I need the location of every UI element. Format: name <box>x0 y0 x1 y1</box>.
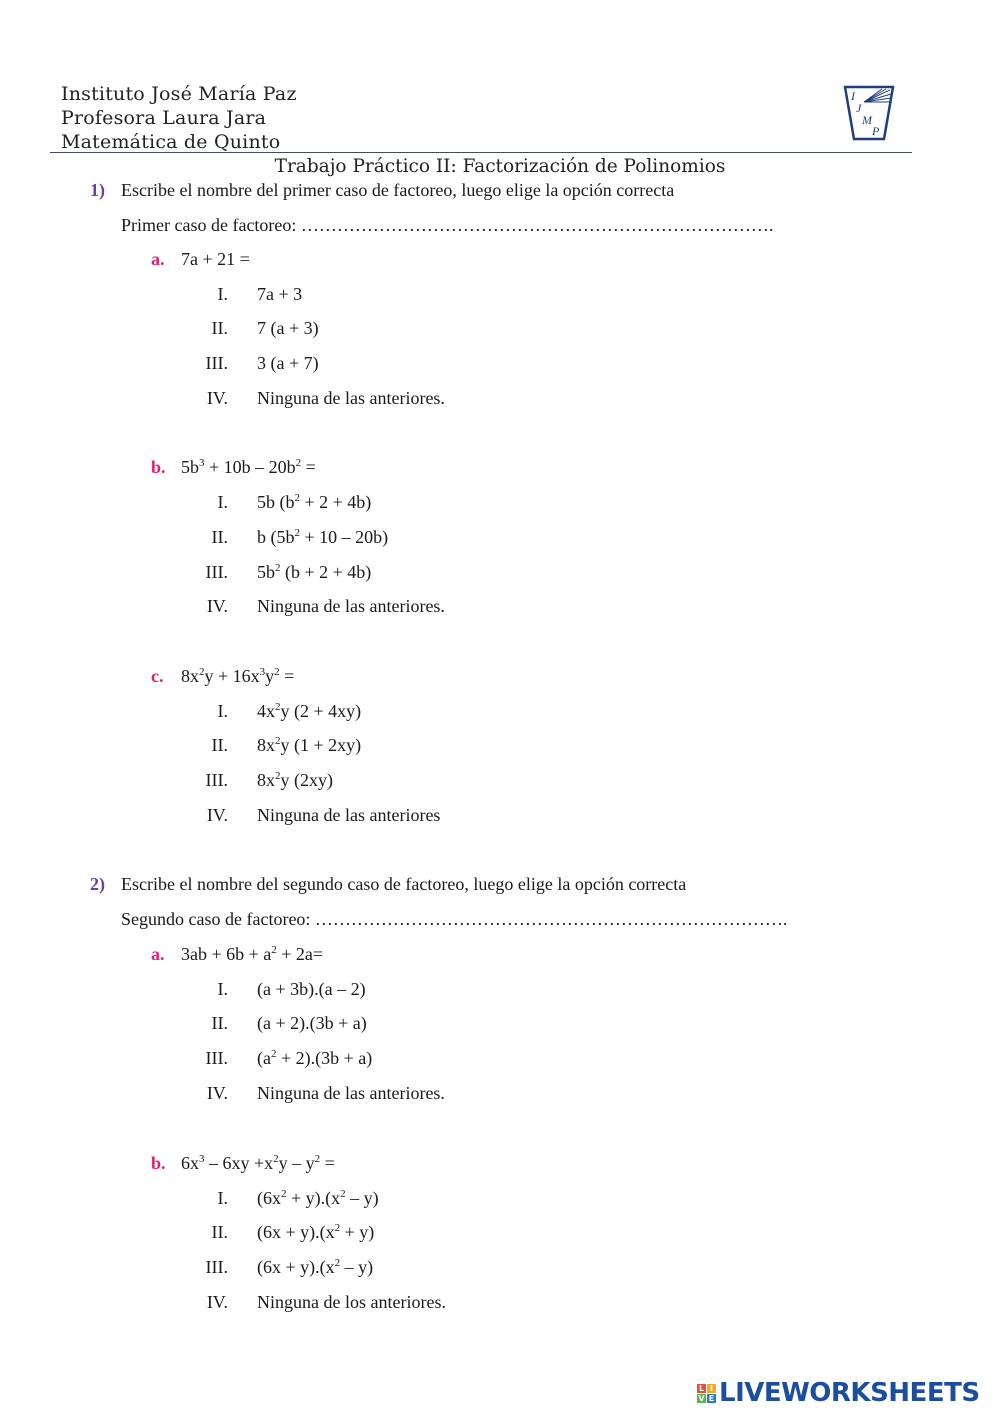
logo-letter-m: M <box>862 113 872 127</box>
option-text[interactable]: Ninguna de las anteriores. <box>257 388 445 408</box>
logo-tile: L <box>698 1383 705 1393</box>
option-numeral: IV. <box>206 388 228 408</box>
logo-letter-p: P <box>872 124 880 138</box>
option-numeral: III. <box>205 353 228 373</box>
liveworksheets-wordmark: LIVEWORKSHEETS <box>719 1378 980 1408</box>
logo-letter-j: J <box>856 101 862 115</box>
option-numeral: I. <box>217 492 228 512</box>
item-letter: c. <box>151 666 164 686</box>
option-text[interactable]: b $(5b^2 + 10 - 20b)$ <box>257 527 389 547</box>
option-numeral: II. <box>211 527 228 547</box>
option-text[interactable]: 5b $(b^2 + 2 + 4b)$ <box>257 492 372 512</box>
item-expression: 7a + 21 = <box>181 249 250 269</box>
option-text[interactable]: (a + 2).(3b + a) <box>257 1013 367 1033</box>
option-numeral: I. <box>217 1188 228 1208</box>
answer-blank-prompt[interactable]: Segundo caso de factoreo: ……………………………………………………………………. <box>121 909 788 929</box>
logo-tile: V <box>698 1393 705 1403</box>
option-numeral: III. <box>205 562 228 582</box>
option-text[interactable]: (a + 3b).(a – 2) <box>257 979 366 999</box>
option-text[interactable]: $(6x + y).(x^2 - y)$ <box>257 1257 374 1277</box>
option-text[interactable]: Ninguna de los anteriores. <box>257 1292 446 1312</box>
option-text[interactable]: $(6x + y).(x^2 + y)$ <box>257 1222 375 1242</box>
item-letter: a. <box>151 944 165 964</box>
option-numeral: II. <box>211 1013 228 1033</box>
item-expression: $3ab + 6b + a^2 + 2a=$ <box>181 944 324 964</box>
option-numeral: I. <box>217 701 228 721</box>
question-number: 2) <box>90 874 105 894</box>
option-numeral: I. <box>217 979 228 999</box>
institute-name: Instituto José María Paz <box>61 83 297 105</box>
option-text[interactable]: $4x^2y$ (2 + 4xy) <box>257 701 362 721</box>
option-text[interactable]: Ninguna de las anteriores <box>257 805 441 825</box>
logo-tile: E <box>708 1393 715 1403</box>
option-text[interactable]: Ninguna de las anteriores. <box>257 596 445 616</box>
page-title: Trabajo Práctico II: Factorización de Polinomios <box>274 156 726 177</box>
option-numeral: I. <box>217 284 228 304</box>
liveworksheets-watermark <box>697 1378 980 1408</box>
item-letter: b. <box>151 457 166 477</box>
question-number: 1) <box>90 180 105 200</box>
item-expression: $8x^2y + 16x^3y^2$ = <box>181 666 295 686</box>
option-text[interactable]: $(a^2 + 2).(3b + a)$ <box>257 1048 373 1068</box>
teacher-name: Profesora Laura Jara <box>61 107 267 129</box>
option-numeral: IV. <box>206 1292 228 1312</box>
school-logo <box>842 84 896 142</box>
item-letter: b. <box>151 1153 166 1173</box>
option-text[interactable]: Ninguna de las anteriores. <box>257 1083 445 1103</box>
option-numeral: II. <box>211 735 228 755</box>
option-text[interactable]: 7a + 3 <box>257 284 303 304</box>
subject-name: Matemática de Quinto <box>61 131 281 153</box>
option-text[interactable]: $8x^2y$ (2xy) <box>257 770 333 790</box>
option-numeral: III. <box>205 1048 228 1068</box>
option-numeral: II. <box>211 1222 228 1242</box>
option-text[interactable]: $(6x^2 + y).(x^2 - y)$ <box>257 1188 379 1208</box>
item-letter: a. <box>151 249 165 269</box>
logo-letter-i: I <box>851 89 855 103</box>
logo-tile: I <box>707 1384 716 1393</box>
option-numeral: III. <box>205 770 228 790</box>
question-instruction: Escribe el nombre del primer caso de factoreo, luego elige la opción correcta <box>121 180 675 200</box>
option-text[interactable]: 3 (a + 7) <box>257 353 319 373</box>
option-numeral: IV. <box>206 596 228 616</box>
option-text[interactable]: 7 (a + 3) <box>257 318 319 338</box>
item-expression: $5b^3 + 10b - 20b^2$ = <box>181 457 316 477</box>
option-numeral: II. <box>211 318 228 338</box>
liveworksheets-logo-icon <box>697 1384 716 1403</box>
question-instruction: Escribe el nombre del segundo caso de factoreo, luego elige la opción correcta <box>121 874 687 894</box>
option-text[interactable]: $8x^2y$ (1 + 2xy) <box>257 735 362 755</box>
header-divider <box>50 152 912 153</box>
option-text[interactable]: $5b^2$ (b + 2 + 4b) <box>257 562 372 582</box>
option-numeral: III. <box>205 1257 228 1277</box>
option-numeral: IV. <box>206 805 228 825</box>
option-numeral: IV. <box>206 1083 228 1103</box>
answer-blank-prompt[interactable]: Primer caso de factoreo: ……………………………………………………………………. <box>121 215 774 235</box>
item-expression: $6x^3 - 6xy +x^2y - y^2$ = <box>181 1153 335 1173</box>
